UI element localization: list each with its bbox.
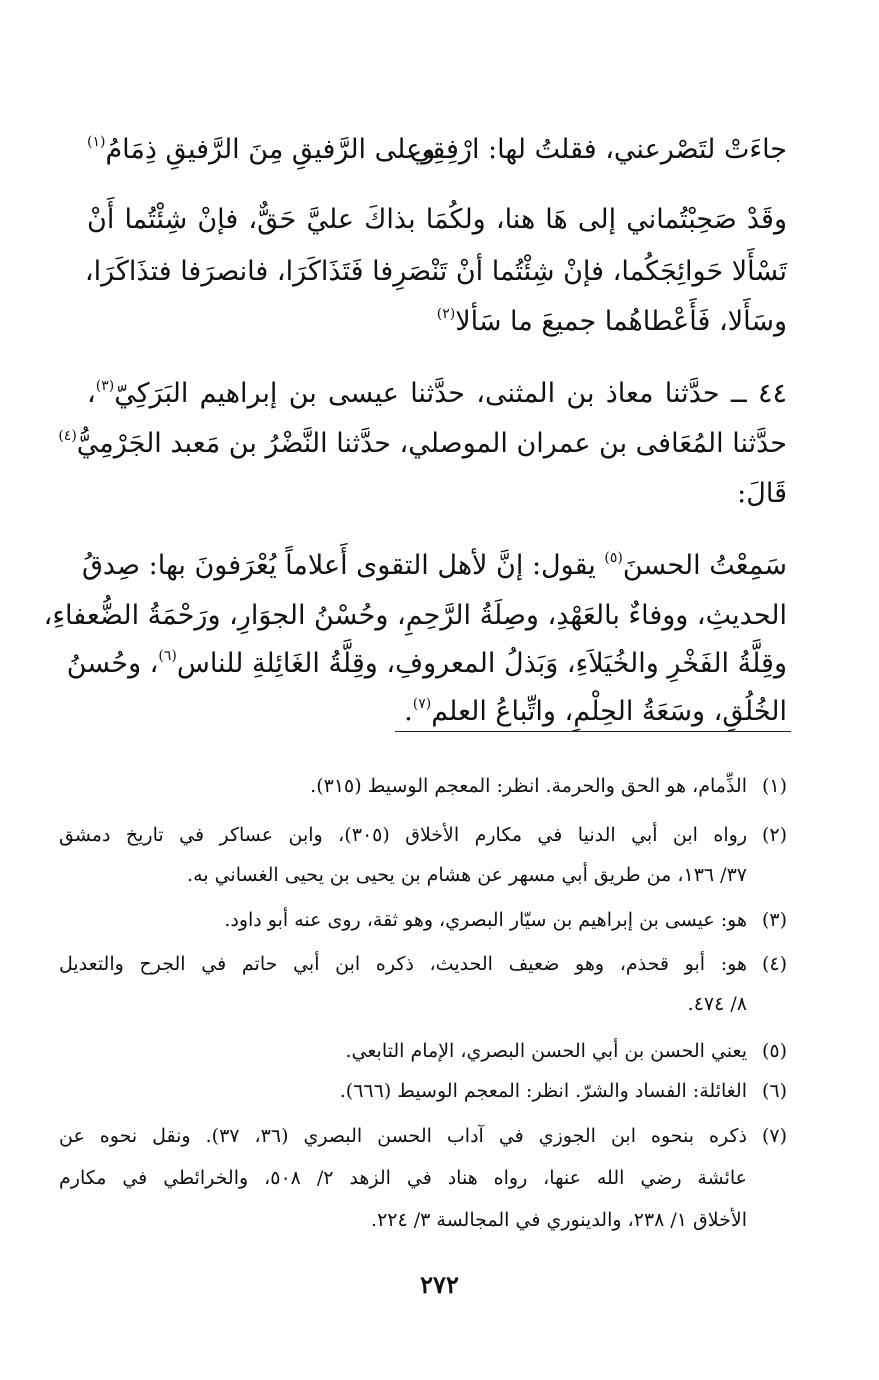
footnote-number: (٦): [761, 1080, 787, 1102]
para1-line2: تَسْأَلا حَوائِجَكُما، فإنْ شِئْتُما أنْ تَنْصَرِفا فَتَذَاكَرَا، فانصرَفا فتذَاكَرَا،: [84, 256, 787, 287]
footnote-text: رواه ابن أبي الدنيا في مكارم الأخلاق (٣٠٥)، وابن عساكر في تاريخ دمشق: [59, 824, 747, 846]
footnote-text-cont: ٨/ ٤٧٤.: [687, 993, 747, 1015]
footnote-ref-2: (٢): [436, 306, 456, 322]
para3-line1: سَمِعْتُ الحسنَ$^{(٥)}$ يقول: إنَّ لأهل التقوى أَعلاماً يُعْرَفونَ بها: صِدقُ: [81, 550, 787, 581]
footnote-text: الغائلة: الفساد والشرّ. انظر: المعجم الوسيط (٦٦٦).: [339, 1080, 747, 1102]
footnote-number: (٢): [761, 824, 787, 846]
footnote-text: هو: عيسى بن إبراهيم بن سيّار البصري، وهو ثقة، روى عنه أبو داود.: [224, 909, 747, 931]
footnote-text: ذكره بنحوه ابن الجوزي في آداب الحسن البصري (٣٦، ٣٧). ونقل نحوه عن: [59, 1125, 747, 1147]
page-number: ٢٧٢: [420, 1270, 459, 1299]
para1-line3: وسَأَلا، فَأَعْطاهُما جميعَ ما سَألا$^{(٢)}$: [436, 306, 787, 337]
footnote-number: (٥): [761, 1040, 787, 1062]
para3-line3: وقِلَّةُ الفَخْرِ والخُيَلاَءِ، وَبَذلُ المعروفِ، وقِلَّةُ الغَائِلةِ للناس$^{(٦)}$، وحُسنُ: [66, 648, 787, 679]
footnote-ref-4: (٤): [58, 428, 77, 444]
footnote-number: (١): [761, 775, 787, 797]
footnote-number: (٧): [761, 1125, 787, 1147]
para2-line1: ٤٤ ــ حدَّثنا معاذ بن المثنى، حدَّثنا عيسى بن إبراهيم البَرَكِيّ$^{(٣)}$،: [87, 378, 787, 409]
footnote-number: (٤): [761, 953, 787, 975]
footnote-text-cont: عائشة رضي الله عنها، رواه هناد في الزهد ٢/ ٥٠٨، والخرائطي في مكارم: [59, 1167, 747, 1189]
footnote-ref-7: (٧): [412, 696, 432, 712]
verse-hemistich-second: وعلى الرَّفيقِ مِنَ الرَّفيقِ ذِمَامُ$^{(١)}$: [87, 134, 436, 165]
footnote-separator: [395, 731, 791, 732]
para3-line2: الحديثِ، ووفاءٌ بالعَهْدِ، وصِلَةُ الرَّحِمِ، وحُسْنُ الجوَارِ، ورَحْمَةُ الضُّعفاءِ،: [43, 600, 787, 631]
footnote-ref-3: (٣): [95, 378, 115, 394]
footnote-text-cont: الأخلاق ١/ ٢٣٨، والدينوري في المجالسة ٣/ ٢٢٤.: [371, 1209, 747, 1231]
para2-line3: قَالَ:: [737, 478, 787, 509]
para2-line2: حدَّثنا المُعَافى بن عمران الموصلي، حدَّثنا النَّضْرُ بن مَعبد الجَرْمِيُّ$^{(٤)}$: [58, 428, 787, 459]
footnote-ref-6: (٦): [158, 648, 177, 664]
footnote-text: هو: أبو قحذم، وهو ضعيف الحديث، ذكره ابن أبي حاتم في الجرح والتعديل: [59, 953, 747, 975]
footnote-text-cont: ٣٧/ ١٣٦، من طريق أبي مسهر عن هشام بن يحيى بن يحيى الغساني به.: [187, 864, 747, 886]
footnote-number: (٣): [761, 909, 787, 931]
para1-line1: وقَدْ صَحِبْتُماني إلى هَا هنا، ولكُمَا بذاكَ عليَّ حَقٌّ، فإنْ شِئْتُما أَنْ: [87, 204, 787, 235]
footnote-ref-5: (٥): [604, 550, 623, 566]
footnote-text: الذِّمام، هو الحق والحرمة. انظر: المعجم الوسيط (٣١٥).: [310, 775, 747, 797]
footnote-text: يعني الحسن بن أبي الحسن البصري، الإمام التابعي.: [345, 1040, 747, 1062]
footnote-ref-1: (١): [87, 134, 106, 150]
para3-line4: الخُلُقِ، وسَعَةُ الحِلْمِ، واتِّباعُ العلم$^{(٧)}$.: [404, 696, 787, 727]
verse-hemistich-first: جاءَتْ لتَصْرعني، فقلتُ لها: ارْفِقِي: [409, 134, 787, 165]
